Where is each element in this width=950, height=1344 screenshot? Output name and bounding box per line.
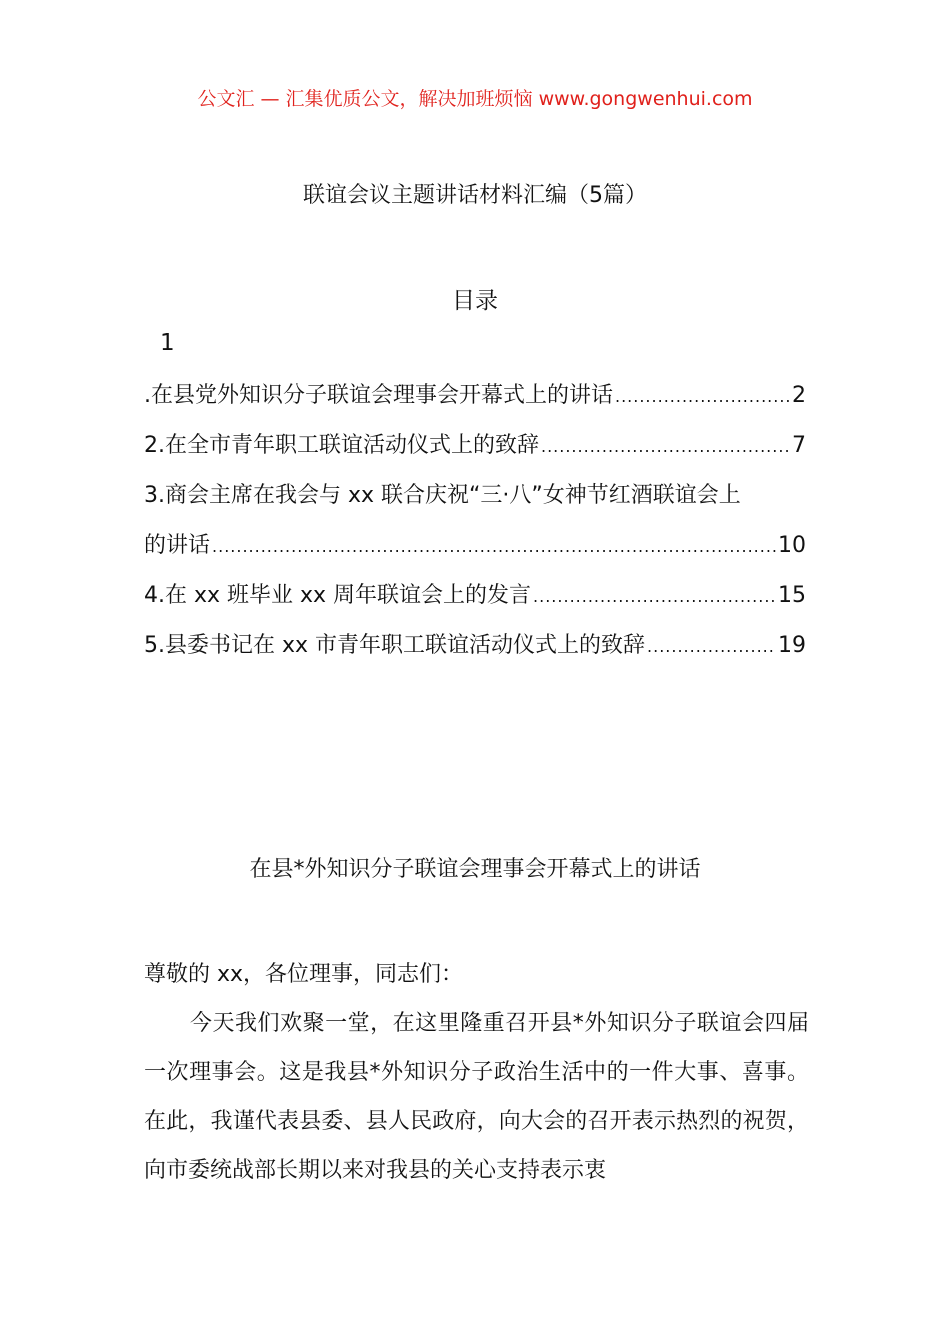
toc-entry-text: 3.商会主席在我会与 xx 联合庆祝“三·八”女神节红酒联谊会上	[144, 483, 741, 508]
toc-entry-page: 7	[792, 433, 806, 458]
body-text	[144, 950, 809, 1195]
document-title: 联谊会议主题讲话材料汇编（5篇）	[303, 183, 647, 208]
toc-entry[interactable]	[144, 428, 806, 478]
toc-entry-page: 2	[792, 383, 806, 408]
toc-heading: 目录	[452, 288, 498, 314]
toc-leader-dots	[212, 529, 776, 565]
toc-entry[interactable]	[144, 628, 806, 678]
toc-entry-text: 2.在全市青年职工联谊活动仪式上的致辞	[144, 433, 539, 458]
body-paragraph: 今天我们欢聚一堂，在这里隆重召开县*外知识分子联谊会四届一次理事会。这是我县*外知识分子政治生活中的一件大事、喜事。在此，我谨代表县委、县人民政府，向大会的召开表示热烈的祝贺，向市委统战部长期以来对我县的关心支持表示衷	[144, 1011, 809, 1183]
salutation: 尊敬的 xx，各位理事，同志们：	[144, 962, 464, 987]
toc-entry-text: 4.在 xx 班毕业 xx 周年联谊会上的发言	[144, 583, 532, 608]
header-banner[interactable]: 公文汇 — 汇集优质公文，解决加班烦恼 www.gongwenhui.com	[197, 88, 753, 110]
toc-leader-dots	[533, 579, 776, 615]
toc-entry-page: 10	[778, 533, 806, 558]
toc-entry[interactable]	[144, 578, 806, 628]
toc-entry-text: .在县党外知识分子联谊会理事会开幕式上的讲话	[144, 383, 613, 408]
toc-entry-text: 的讲话	[144, 533, 211, 558]
toc-entry-page: 19	[778, 633, 806, 658]
toc-entry-text: 5.县委书记在 xx 市青年职工联谊活动仪式上的致辞	[144, 633, 646, 658]
toc-entry[interactable]	[144, 528, 806, 578]
table-of-contents	[144, 378, 806, 678]
toc-leader-dots	[647, 629, 776, 665]
toc-entry-page: 15	[778, 583, 806, 608]
section-title: 在县*外知识分子联谊会理事会开幕式上的讲话	[249, 857, 701, 882]
toc-leader-dots	[541, 429, 790, 465]
toc-stray-number: 1	[160, 330, 175, 356]
toc-leader-dots	[615, 379, 790, 415]
toc-entry[interactable]	[144, 478, 806, 528]
toc-entry[interactable]	[144, 378, 806, 428]
